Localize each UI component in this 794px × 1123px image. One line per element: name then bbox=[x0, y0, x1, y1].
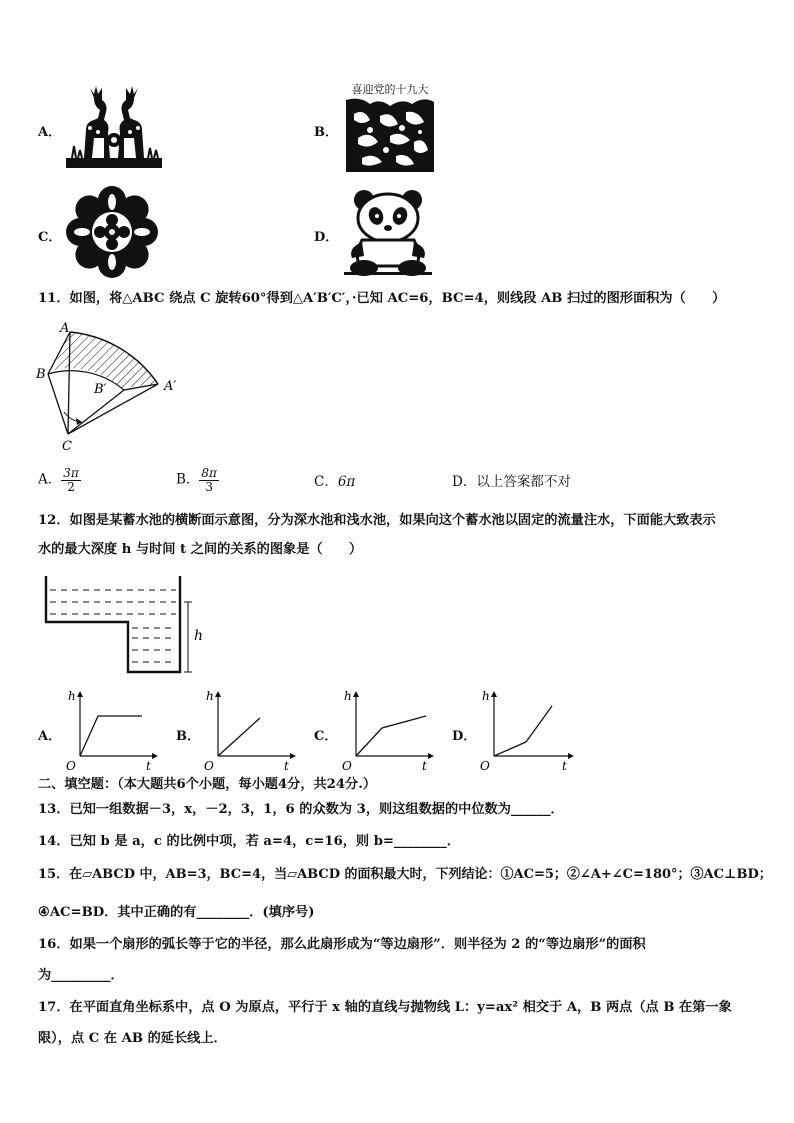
section2-heading: 二、填空题：（本大题共6个小题，每小题4分，共24分.） bbox=[38, 777, 377, 792]
q12-option-a-label: A． bbox=[38, 729, 62, 744]
q11-option-c-label: C． bbox=[314, 474, 338, 490]
q10-option-b-label: B． bbox=[314, 125, 338, 140]
q10-option-c-label: C． bbox=[38, 230, 62, 245]
deer-papercut-image bbox=[64, 80, 164, 172]
q12-graph-b-h: h bbox=[206, 689, 214, 703]
q12-option-b-label: B． bbox=[176, 729, 200, 744]
q11-option-d-label: D． bbox=[452, 474, 477, 490]
q15-line1: 15．在▱ABCD 中，AB=3，BC=4，当▱ABCD 的面积最大时，下列结论：①AC=5；②∠A+∠C=180°；③AC⊥BD； bbox=[38, 867, 772, 882]
text-papercut-image bbox=[340, 80, 440, 176]
q12-graph-a-t: t bbox=[146, 759, 151, 773]
q11-option-a-fraction bbox=[61, 467, 81, 493]
q10-option-d-label: D． bbox=[314, 230, 339, 245]
q11-label-b-prime: B′ bbox=[94, 382, 107, 397]
q11-option-d bbox=[452, 476, 571, 490]
q16-line1: 16．如果一个扇形的弧长等于它的半径，那么此扇形成为“等边扇形”．则半径为 2 的“等边扇形”的面积 bbox=[38, 937, 646, 952]
q11-option-d-text: 以上答案都不对 bbox=[476, 474, 571, 490]
q11-option-a-label: A． bbox=[38, 471, 62, 488]
q12-graph-d-o: O bbox=[480, 759, 490, 773]
q11-option-b bbox=[176, 467, 219, 493]
q11-option-a-num: 3π bbox=[63, 466, 79, 480]
q12-graph-c-o: O bbox=[342, 759, 352, 773]
q11-option-a bbox=[38, 467, 81, 493]
q12-graph-a-h: h bbox=[68, 689, 76, 703]
q12-line1: 12．如图是某蓄水池的横断面示意图，分为深水池和浅水池，如果向这个蓄水池以固定的流量注水，下面能大致表示 bbox=[38, 513, 716, 528]
text-papercut-caption: 喜迎党的十九大 bbox=[351, 83, 429, 96]
panda-papercut-image bbox=[340, 186, 436, 278]
q15-line2: ④AC=BD．其中正确的有________．(填序号) bbox=[38, 905, 315, 920]
q10-option-a-label: A． bbox=[38, 125, 62, 140]
q12-graph-a-o: O bbox=[66, 759, 76, 773]
q12-graph-b-t: t bbox=[284, 759, 289, 773]
q14-text: 14．已知 b 是 a，c 的比例中项，若 a=4，c=16，则 b=________． bbox=[38, 834, 460, 849]
q11-label-a-prime: A′ bbox=[164, 379, 177, 394]
q11-text: 11．如图，将△ABC 绕点 C 旋转60°得到△A′B′C′，·已知 AC=6，BC=4，则线段 AB 扫过的图形面积为（ ） bbox=[38, 291, 726, 306]
q17-line2: 限），点 C 在 AB 的延长线上． bbox=[38, 1031, 227, 1046]
flower-papercut-image bbox=[64, 184, 160, 280]
q12-graph-b-o: O bbox=[204, 759, 214, 773]
q11-option-c bbox=[314, 476, 355, 490]
q12-reservoir-figure bbox=[40, 572, 220, 682]
q12-graph-a bbox=[60, 686, 160, 774]
q11-label-c: C bbox=[62, 439, 72, 454]
q17-line1: 17．在平面直角坐标系中，点 O 为原点，平行于 x 轴的直线与抛物线 L：y=ax² 相交于 A，B 两点（点 B 在第一象 bbox=[38, 1000, 732, 1015]
q11-option-b-num: 8π bbox=[201, 466, 217, 480]
q12-option-d-label: D． bbox=[452, 729, 477, 744]
q11-option-a-den: 2 bbox=[67, 479, 75, 494]
q12-line2: 水的最大深度 h 与时间 t 之间的关系的图象是（ ） bbox=[38, 542, 363, 557]
q11-option-b-fraction bbox=[199, 467, 219, 493]
q11-option-b-den: 3 bbox=[205, 479, 213, 494]
q12-graph-d-t: t bbox=[562, 759, 567, 773]
q12-graph-b bbox=[198, 686, 298, 774]
q12-option-c-label: C． bbox=[314, 729, 338, 744]
q11-option-c-text: 6π bbox=[337, 474, 356, 490]
q11-rotation-figure bbox=[30, 318, 190, 458]
q12-graph-c-h: h bbox=[344, 689, 352, 703]
q12-figure-h-label: h bbox=[194, 628, 204, 644]
q16-line2: 为_________． bbox=[38, 968, 124, 983]
q12-graph-d bbox=[474, 686, 578, 774]
q11-label-b: B bbox=[36, 367, 46, 382]
q13-text: 13．已知一组数据－3，x，－2，3，1，6 的众数为 3，则这组数据的中位数为______． bbox=[38, 802, 564, 817]
q12-graph-c-t: t bbox=[422, 759, 427, 773]
q11-option-b-label: B． bbox=[176, 471, 200, 488]
q12-graph-d-h: h bbox=[482, 689, 490, 703]
q11-label-a: A bbox=[60, 321, 70, 336]
q12-graph-c bbox=[336, 686, 436, 774]
